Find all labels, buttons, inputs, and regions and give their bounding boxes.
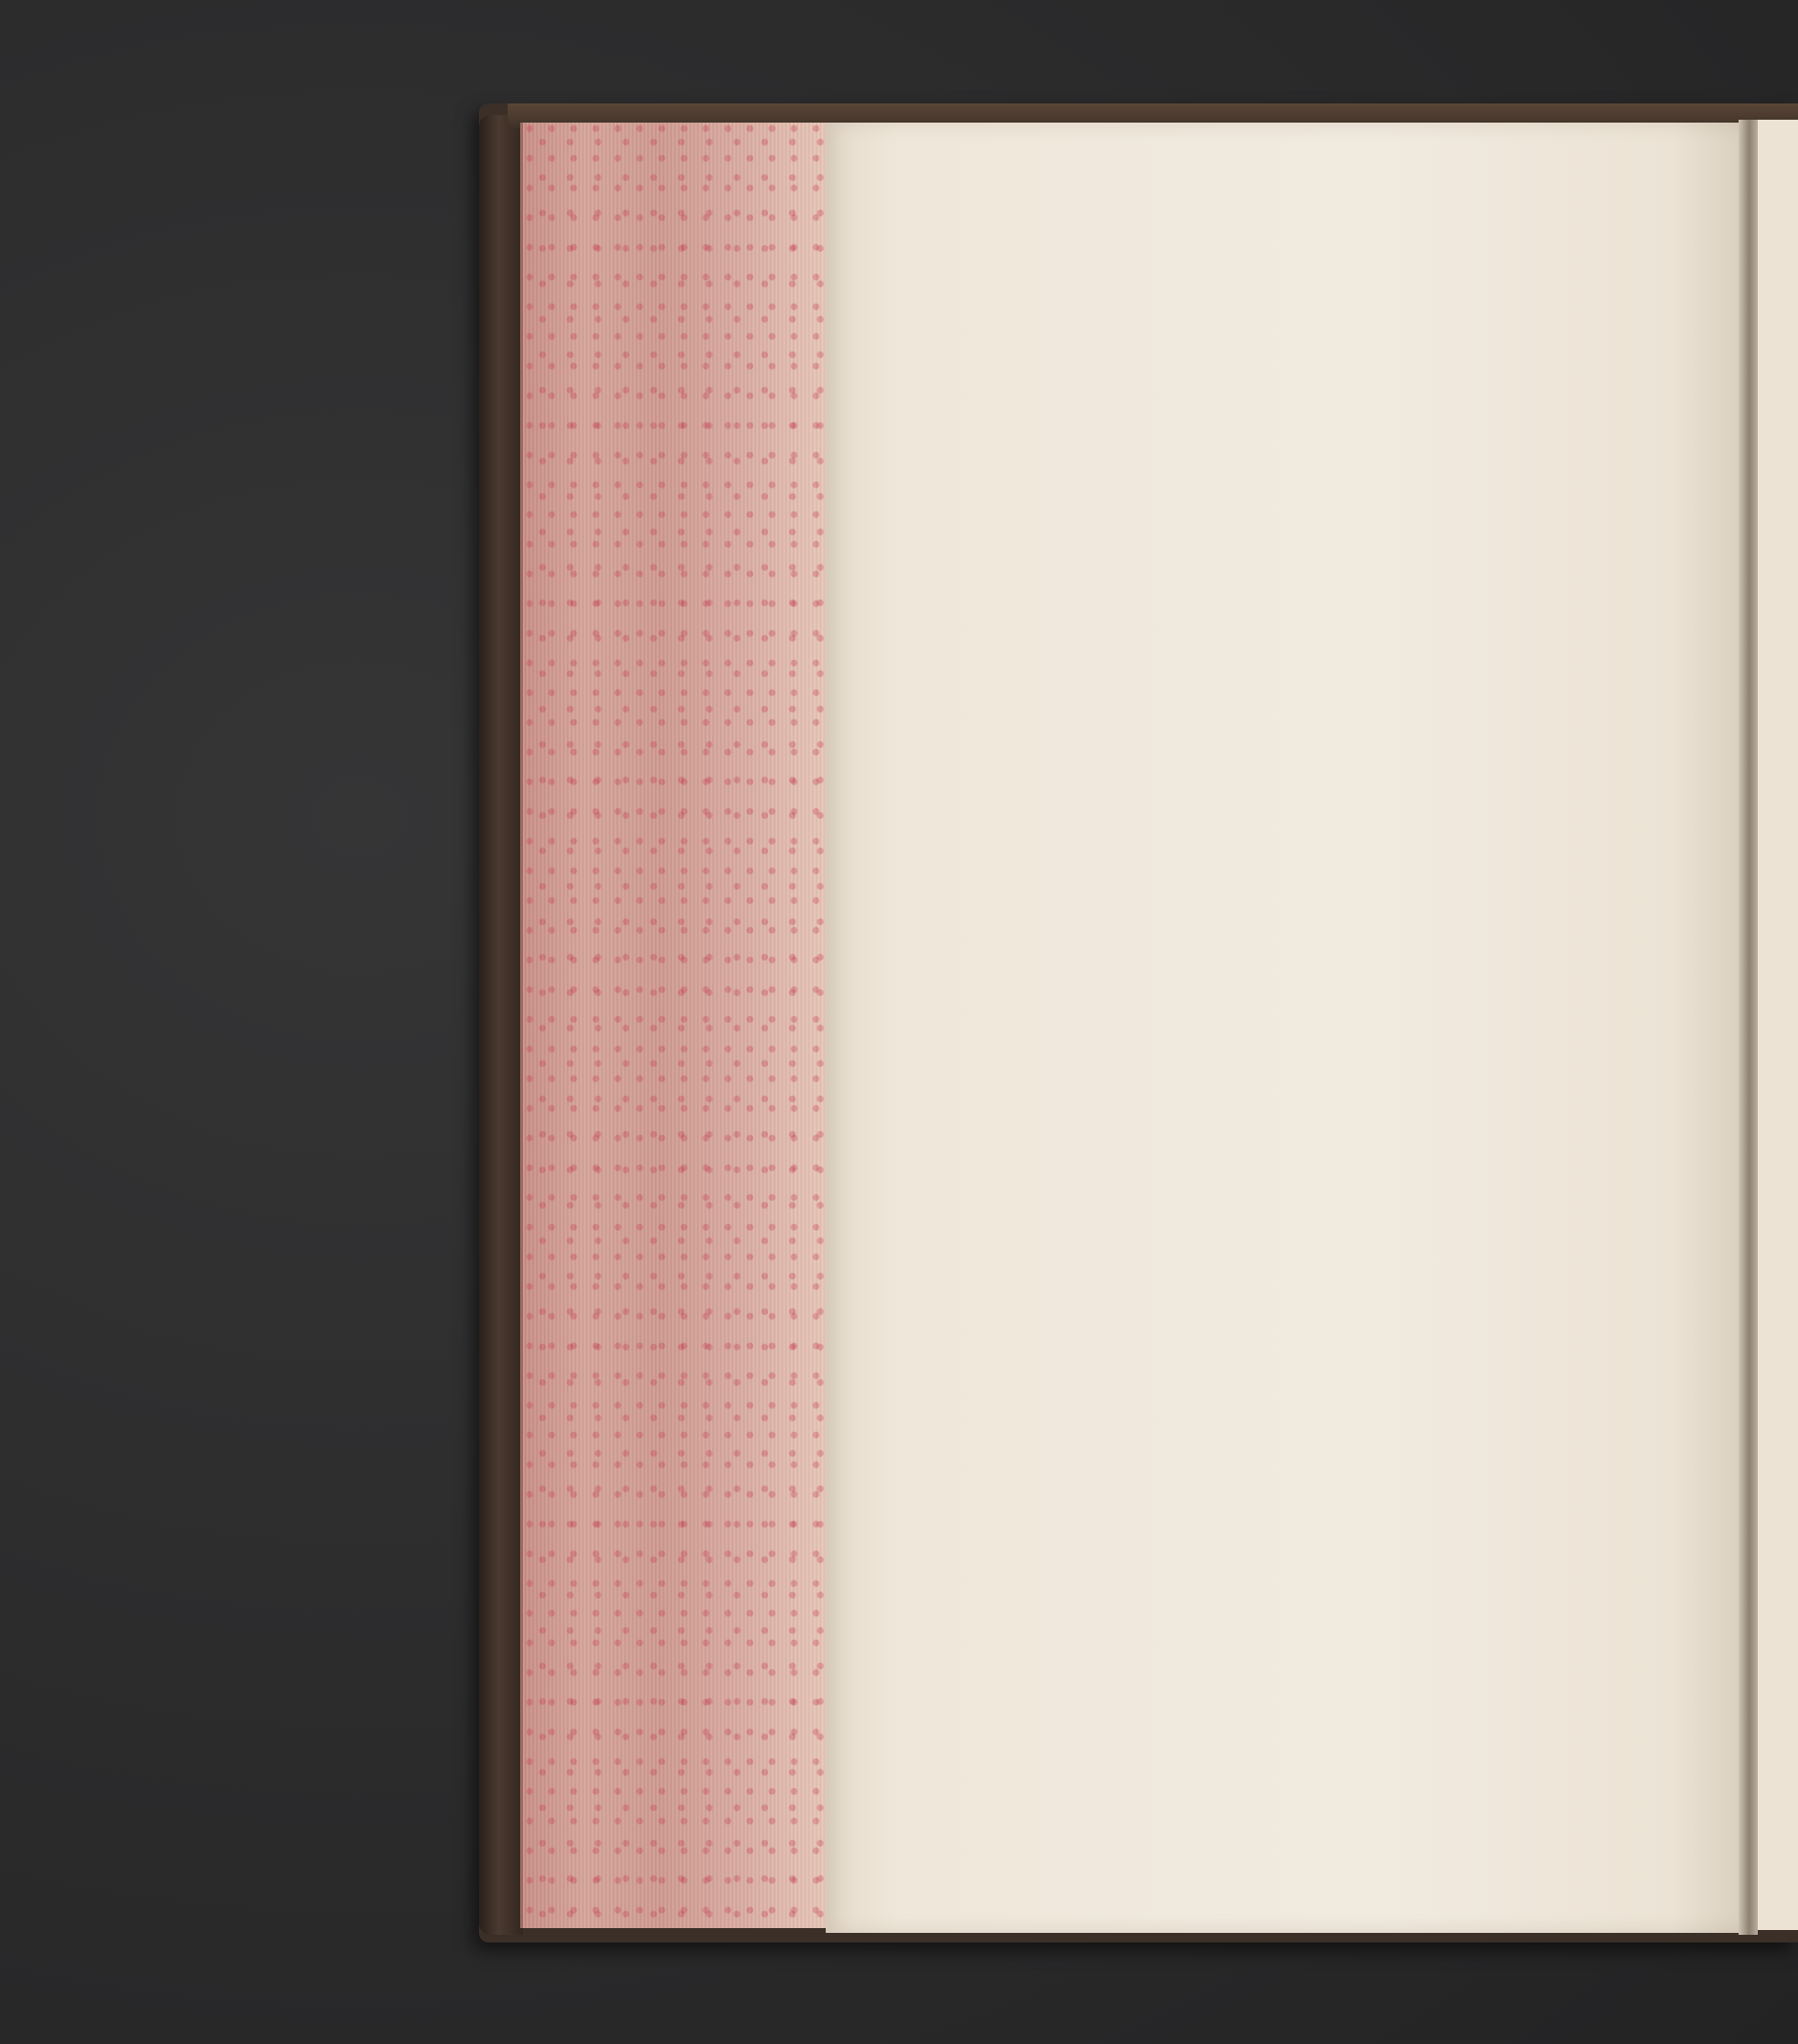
text-line: [934, 466, 1729, 508]
catchword: [934, 507, 1729, 548]
sprinkled-page-edges: [520, 123, 828, 1928]
section-heading-line-2: [934, 360, 1729, 408]
first-paragraph-opening: [934, 425, 1729, 507]
book-gutter: [1739, 120, 1758, 1935]
page-text: [934, 180, 1729, 548]
book-spine-edge: [479, 115, 523, 1935]
right-page-fragment: [1758, 120, 1798, 1930]
section-heading-line-1: [934, 310, 1729, 360]
running-head: [934, 180, 1729, 230]
text-line: [934, 425, 1729, 466]
section-mark: [934, 230, 1729, 310]
spacer: [934, 408, 1729, 425]
